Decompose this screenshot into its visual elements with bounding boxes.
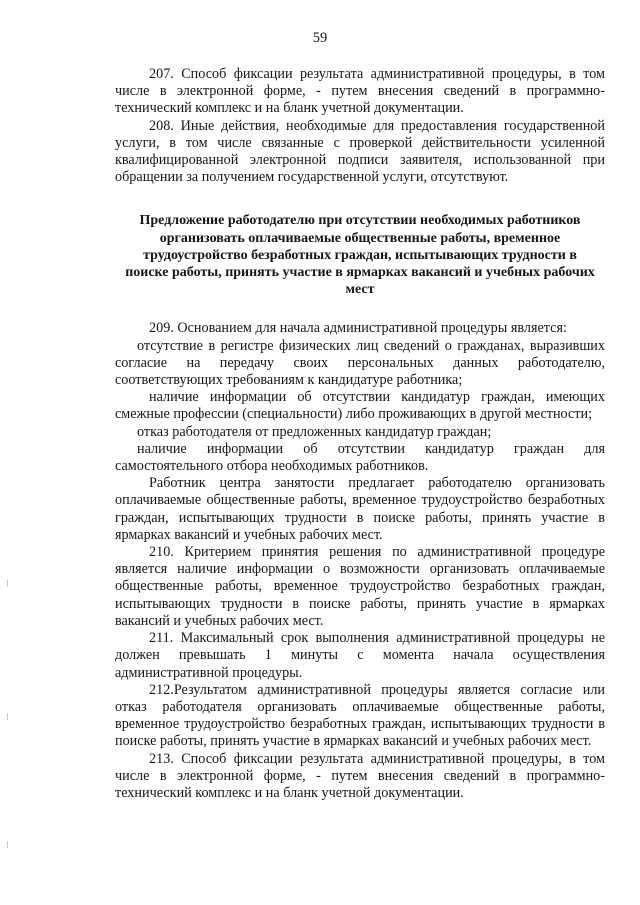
scan-artifact-mark: ⁝ (6, 840, 9, 850)
scan-artifact-mark: ⁝ (6, 712, 9, 722)
paragraph-worker-offer: Работник центра занятости предлагает работодателю организовать оплачиваемые общественные работы, временное трудоустройство безработных граждан, испытывающих трудности в поиске работы, принять участие в ярмарках вакансий и учебных рабочих мест. (115, 475, 605, 543)
paragraph-209: 209. Основанием для начала административной процедуры является: (149, 320, 567, 337)
paragraph-212: 212.Результатом административной процедуры является согласие или отказ работодателя организовать оплачиваемые общественные работы, временное трудоустройство безработных граждан, испытывающих трудности в поиске работы, принять участие в ярмарках вакансий и учебных рабочих мест. (115, 681, 605, 750)
list-item: отсутствие в регистре физических лиц сведений о гражданах, выразивших согласие на передачу своих персональных данных работодателю, соответствующих требованиям к кандидатуре работника; (115, 337, 605, 389)
list-item: наличие информации об отсутствии кандидатур граждан для самостоятельного отбора необходимых работников. (115, 440, 605, 475)
paragraph-213: 213. Способ фиксации результата административной процедуры, в том числе в электронной форме, - путем внесения сведений в программно-технический комплекс и на бланк учетной документации. (115, 750, 605, 801)
list-item: отказ работодателя от предложенных кандидатур граждан; (137, 423, 492, 440)
document-body (115, 66, 605, 802)
page-number: 59 (312, 30, 328, 46)
paragraph-211: 211. Максимальный срок выполнения административной процедуры не должен превышать 1 минуты с момента начала осуществления административной процедуры. (115, 630, 605, 681)
scan-artifact-mark: ⁝ (6, 578, 9, 588)
section-heading: Предложение работодателю при отсутствии необходимых работников организовать оплачиваемые общественные работы, временное трудоустройство безработных граждан, испытывающих трудности в поиске работы, принять участие в ярмарках вакансий и учебных рабочих мест (125, 213, 595, 298)
paragraph-210: 210. Критерием принятия решения по административной процедуре является наличие информации о возможности организовать оплачиваемые общественные работы, временное трудоустройство безработных граждан, испытывающих трудности в поиске работы, принять участие в ярмарках вакансий и учебных рабочих мест. (115, 544, 605, 629)
list-item: наличие информации об отсутствии кандидатур граждан, имеющих смежные профессии (специальности) либо проживающих в другой местности; (115, 389, 605, 423)
paragraph-208: 208. Иные действия, необходимые для предоставления государственной услуги, в том числе связанные с проверкой действительности усиленной квалифицированной электронной подписи заявителя, использованной при обращении за получением государственной услуги, отсутствуют. (115, 117, 605, 186)
paragraph-207: 207. Способ фиксации результата административной процедуры, в том числе в электронной форме, - путем внесения сведений в программно-технический комплекс и на бланк учетной документации. (115, 66, 605, 117)
